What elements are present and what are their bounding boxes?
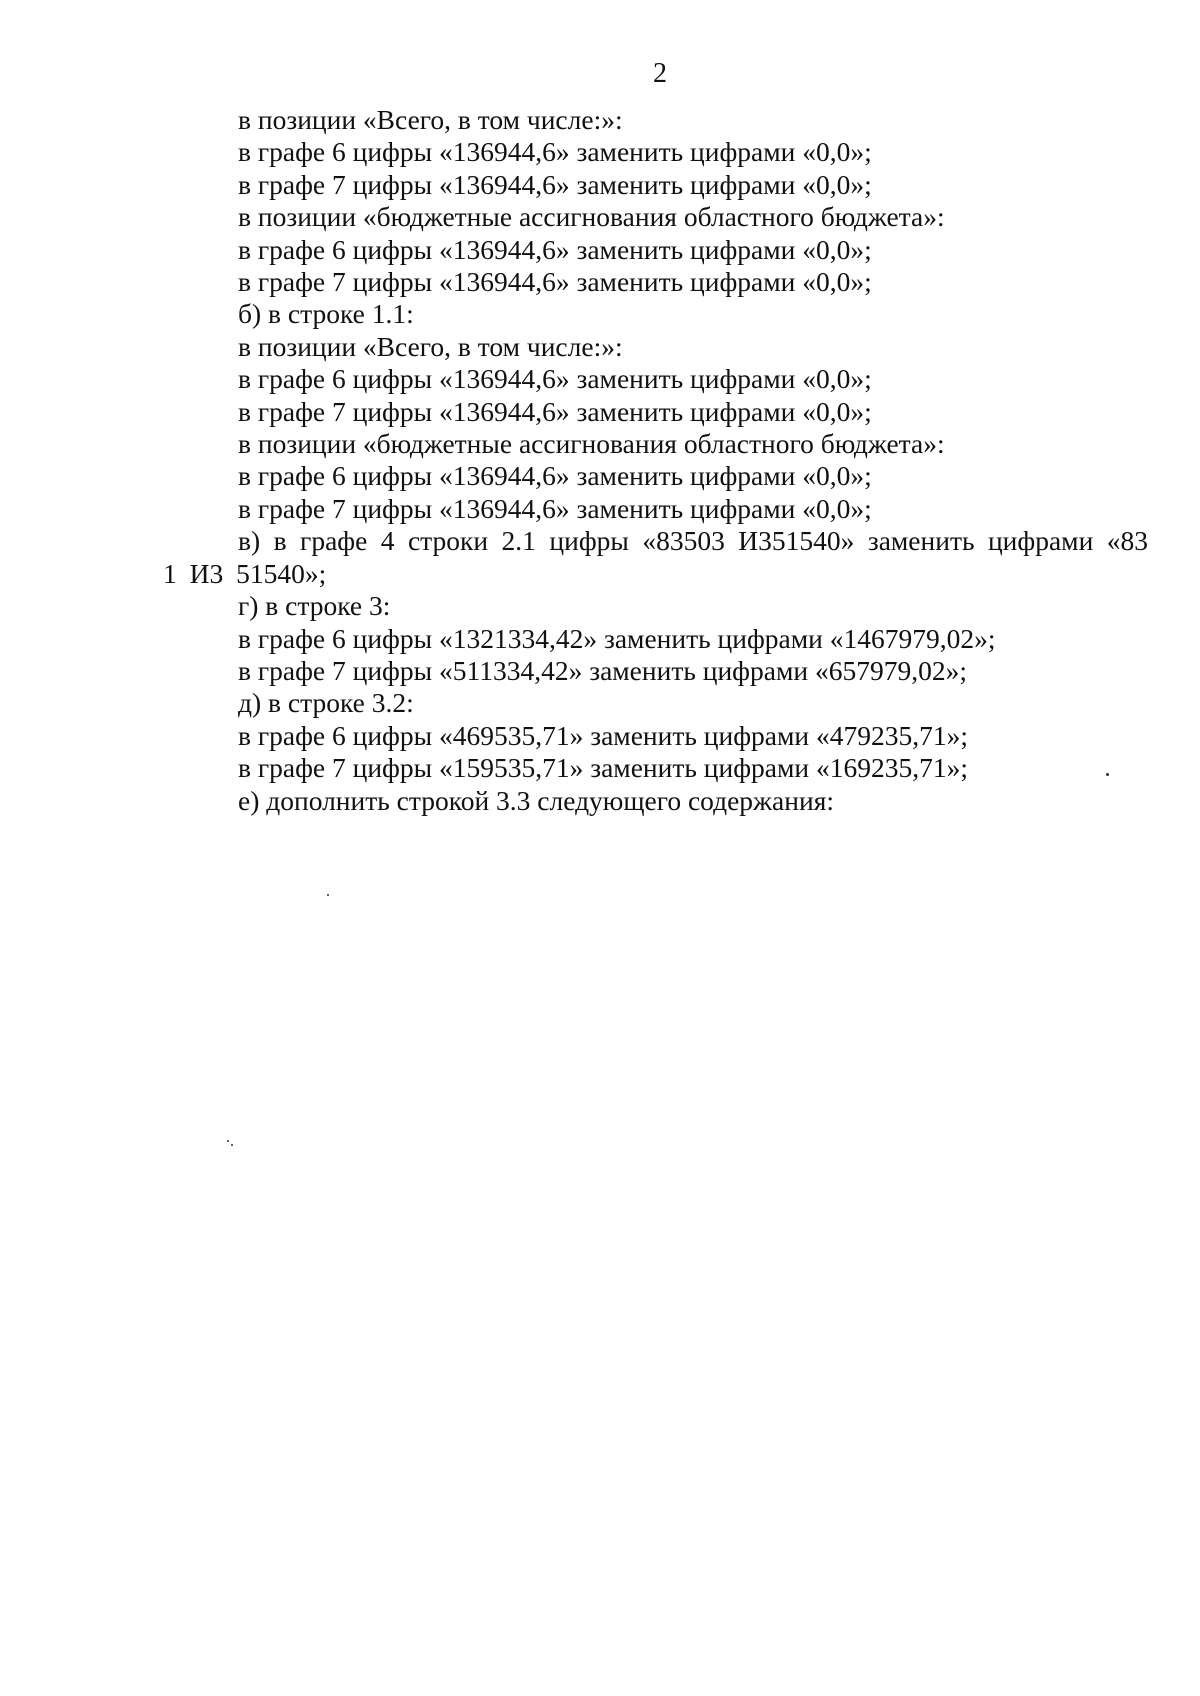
paragraph: в графе 7 цифры «136944,6» заменить цифрами «0,0»; bbox=[238, 168, 872, 200]
paragraph: в графе 6 цифры «136944,6» заменить цифрами «0,0»; bbox=[238, 363, 872, 395]
paragraph: в графе 7 цифры «136944,6» заменить цифрами «0,0»; bbox=[238, 266, 872, 298]
paragraph: в графе 7 цифры «136944,6» заменить цифрами «0,0»; bbox=[238, 492, 872, 524]
paragraph: в графе 6 цифры «469535,71» заменить цифрами «479235,71»; bbox=[238, 719, 968, 751]
paragraph: е) дополнить строкой 3.3 следующего содержания: bbox=[238, 784, 834, 816]
paragraph: в позиции «бюджетные ассигнования областного бюджета»: bbox=[238, 201, 945, 233]
paragraph: в графе 7 цифры «136944,6» заменить цифрами «0,0»; bbox=[238, 395, 872, 427]
paragraph: в графе 7 цифры «159535,71» заменить цифрами «169235,71»; bbox=[238, 752, 968, 784]
paragraph: в позиции «Всего, в том числе:»: bbox=[238, 104, 623, 135]
paragraph: в графе 7 цифры «511334,42» заменить цифрами «657979,02»; bbox=[238, 654, 967, 686]
paragraph: в графе 6 цифры «1321334,42» заменить цифрами «1467979,02»; bbox=[238, 622, 996, 654]
paragraph: в графе 6 цифры «136944,6» заменить цифрами «0,0»; bbox=[238, 460, 872, 492]
paragraph: б) в строке 1.1: bbox=[238, 298, 414, 330]
paragraph: г) в строке 3: bbox=[238, 590, 391, 622]
document-body bbox=[163, 104, 1148, 817]
scan-speck bbox=[227, 1140, 229, 1142]
scan-speck bbox=[327, 894, 329, 896]
paragraph: д) в строке 3.2: bbox=[238, 687, 414, 719]
scan-speck bbox=[231, 1144, 233, 1146]
paragraph: в) в графе 4 строки 2.1 цифры «83503 И351540» заменить цифрами «83 1 И3 51540»; bbox=[163, 525, 1148, 589]
scan-speck bbox=[1106, 773, 1109, 776]
paragraph: в позиции «бюджетные ассигнования областного бюджета»: bbox=[238, 428, 945, 460]
page-number: 2 bbox=[653, 58, 667, 89]
paragraph: в графе 6 цифры «136944,6» заменить цифрами «0,0»; bbox=[238, 233, 872, 265]
paragraph: в графе 6 цифры «136944,6» заменить цифрами «0,0»; bbox=[238, 136, 872, 168]
paragraph: в позиции «Всего, в том числе:»: bbox=[238, 330, 623, 362]
